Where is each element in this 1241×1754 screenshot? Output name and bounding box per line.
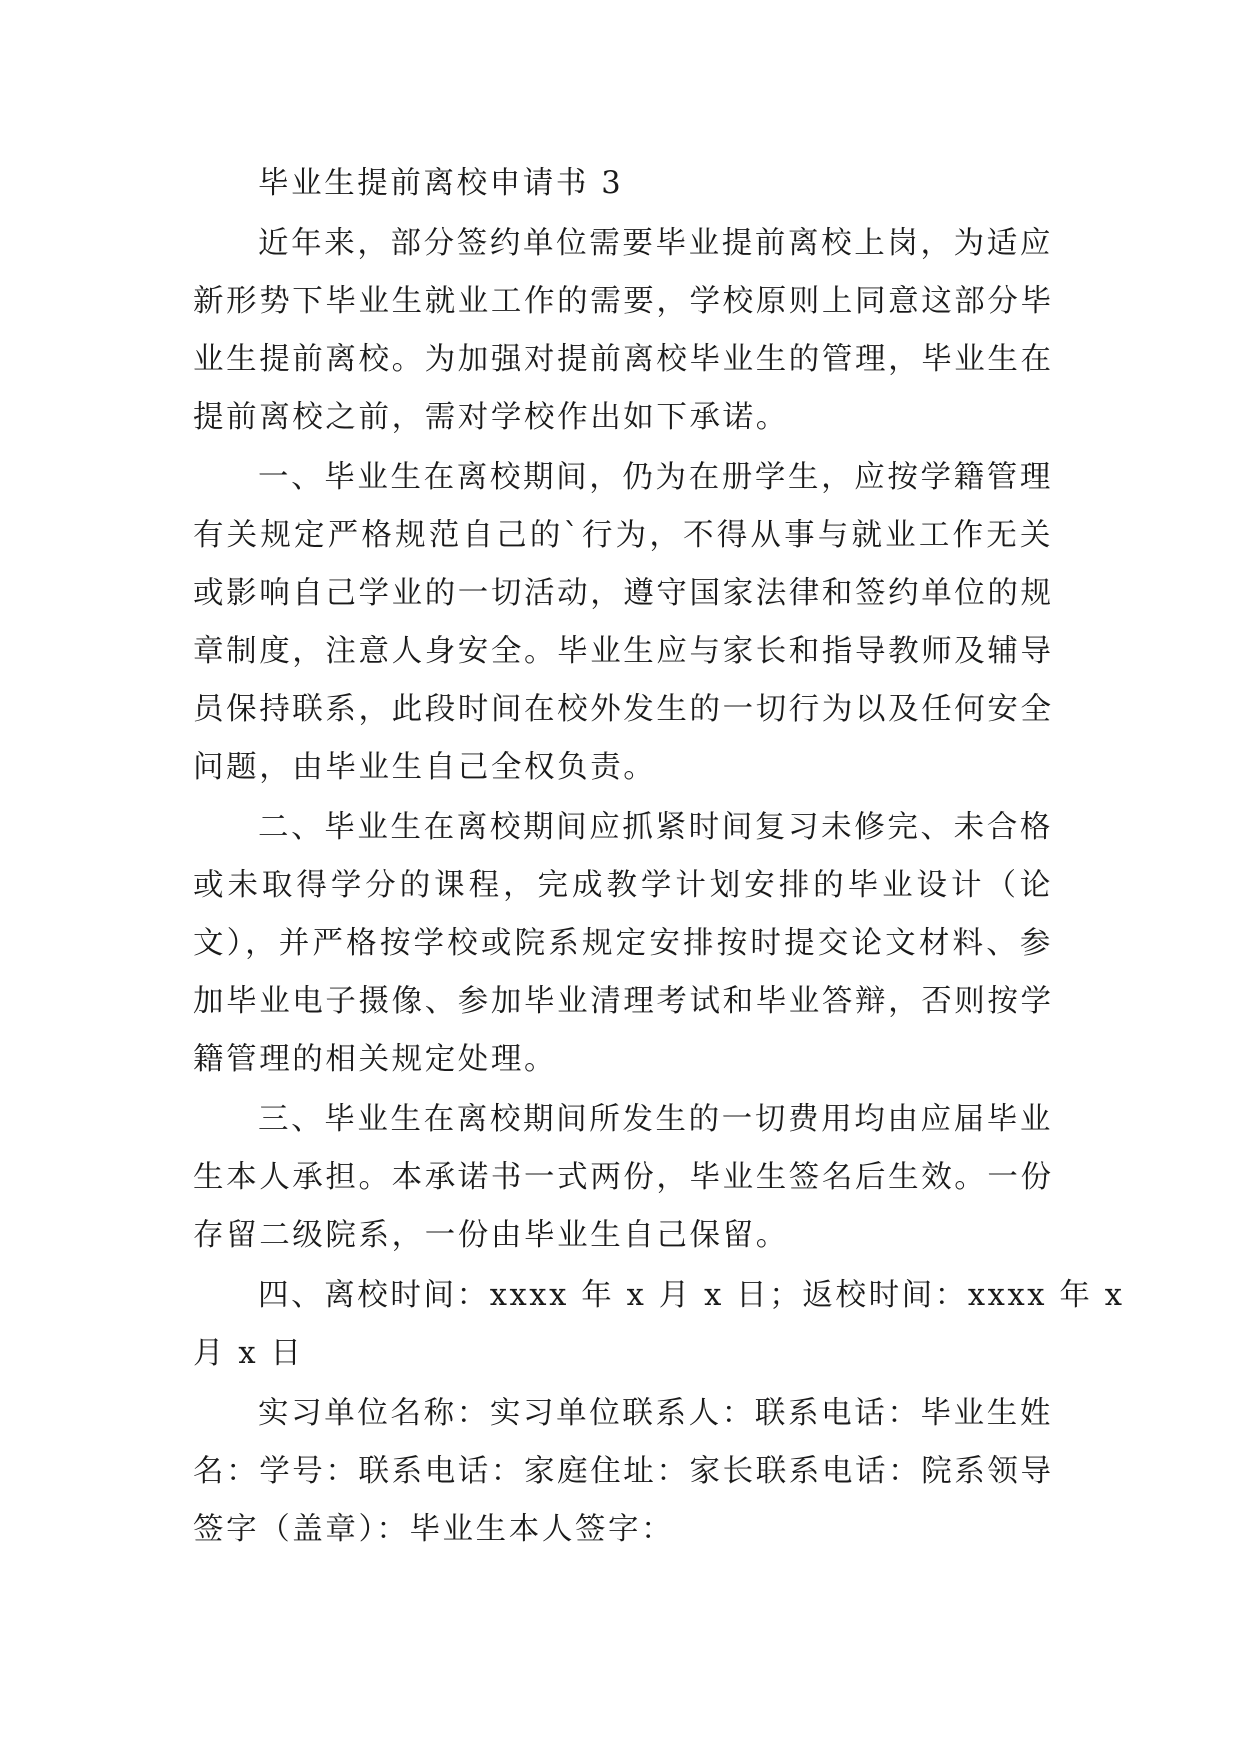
paragraph-line: 员保持联系，此段时间在校外发生的一切行为以及任何安全: [193, 692, 1054, 727]
paragraph-line: 新形势下毕业生就业工作的需要，学校原则上同意这部分毕: [193, 284, 1054, 319]
paragraph-line: 籍管理的相关规定处理。: [193, 1042, 558, 1077]
paragraph-item-2: [193, 799, 1053, 1089]
paragraph-line: 近年来，部分签约单位需要毕业提前离校上岗，为适应: [258, 226, 1053, 261]
paragraph-line: 二、毕业生在离校期间应抓紧时间复习未修完、未合格: [258, 810, 1053, 845]
paragraph-line: 或影响自己学业的一切活动，遵守国家法律和签约单位的规: [193, 576, 1054, 611]
paragraph-item-4: [193, 1267, 1125, 1383]
paragraph-line: 业生提前离校。为加强对提前离校毕业生的管理，毕业生在: [193, 342, 1054, 377]
paragraph-line: 提前离校之前，需对学校作出如下承诺。: [193, 400, 789, 435]
paragraph-line: 或未取得学分的课程，完成教学计划安排的毕业设计（论: [193, 868, 1053, 903]
paragraph-line: 实习单位名称：实习单位联系人：联系电话：毕业生姓: [258, 1396, 1053, 1431]
paragraph-item-3: [193, 1091, 1053, 1265]
paragraph-line: 生本人承担。本承诺书一式两份，毕业生签名后生效。一份: [193, 1160, 1054, 1195]
paragraph-line: 签字（盖章）：毕业生本人签字：: [193, 1512, 675, 1547]
paragraph-line: 一、毕业生在离校期间，仍为在册学生，应按学籍管理: [258, 460, 1053, 495]
paragraph-line: 月 x 日: [193, 1336, 304, 1371]
paragraph-line: 章制度，注意人身安全。毕业生应与家长和指导教师及辅导: [193, 634, 1054, 669]
paragraph-line: 有关规定严格规范自己的`行为，不得从事与就业工作无关: [193, 518, 1053, 553]
paragraph-line: 存留二级院系，一份由毕业生自己保留。: [193, 1218, 789, 1253]
paragraph-intro: [193, 215, 1053, 447]
paragraph-contact-fields: [193, 1385, 1053, 1559]
paragraph-line: 四、离校时间：xxxx 年 x 月 x 日；返校时间：xxxx 年 x: [258, 1278, 1125, 1313]
paragraph-line: 三、毕业生在离校期间所发生的一切费用均由应届毕业: [258, 1102, 1053, 1137]
paragraph-line: 问题，由毕业生自己全权负责。: [193, 750, 657, 785]
paragraph-item-1: [193, 449, 1053, 797]
document-page: [193, 155, 1125, 1561]
document-title: 毕业生提前离校申请书 3: [258, 166, 624, 201]
paragraph-line: 文），并严格按学校或院系规定安排按时提交论文材料、参: [193, 926, 1053, 961]
paragraph-line: 加毕业电子摄像、参加毕业清理考试和毕业答辩，否则按学: [193, 984, 1054, 1019]
paragraph-line: 名：学号：联系电话：家庭住址：家长联系电话：院系领导: [193, 1454, 1054, 1489]
